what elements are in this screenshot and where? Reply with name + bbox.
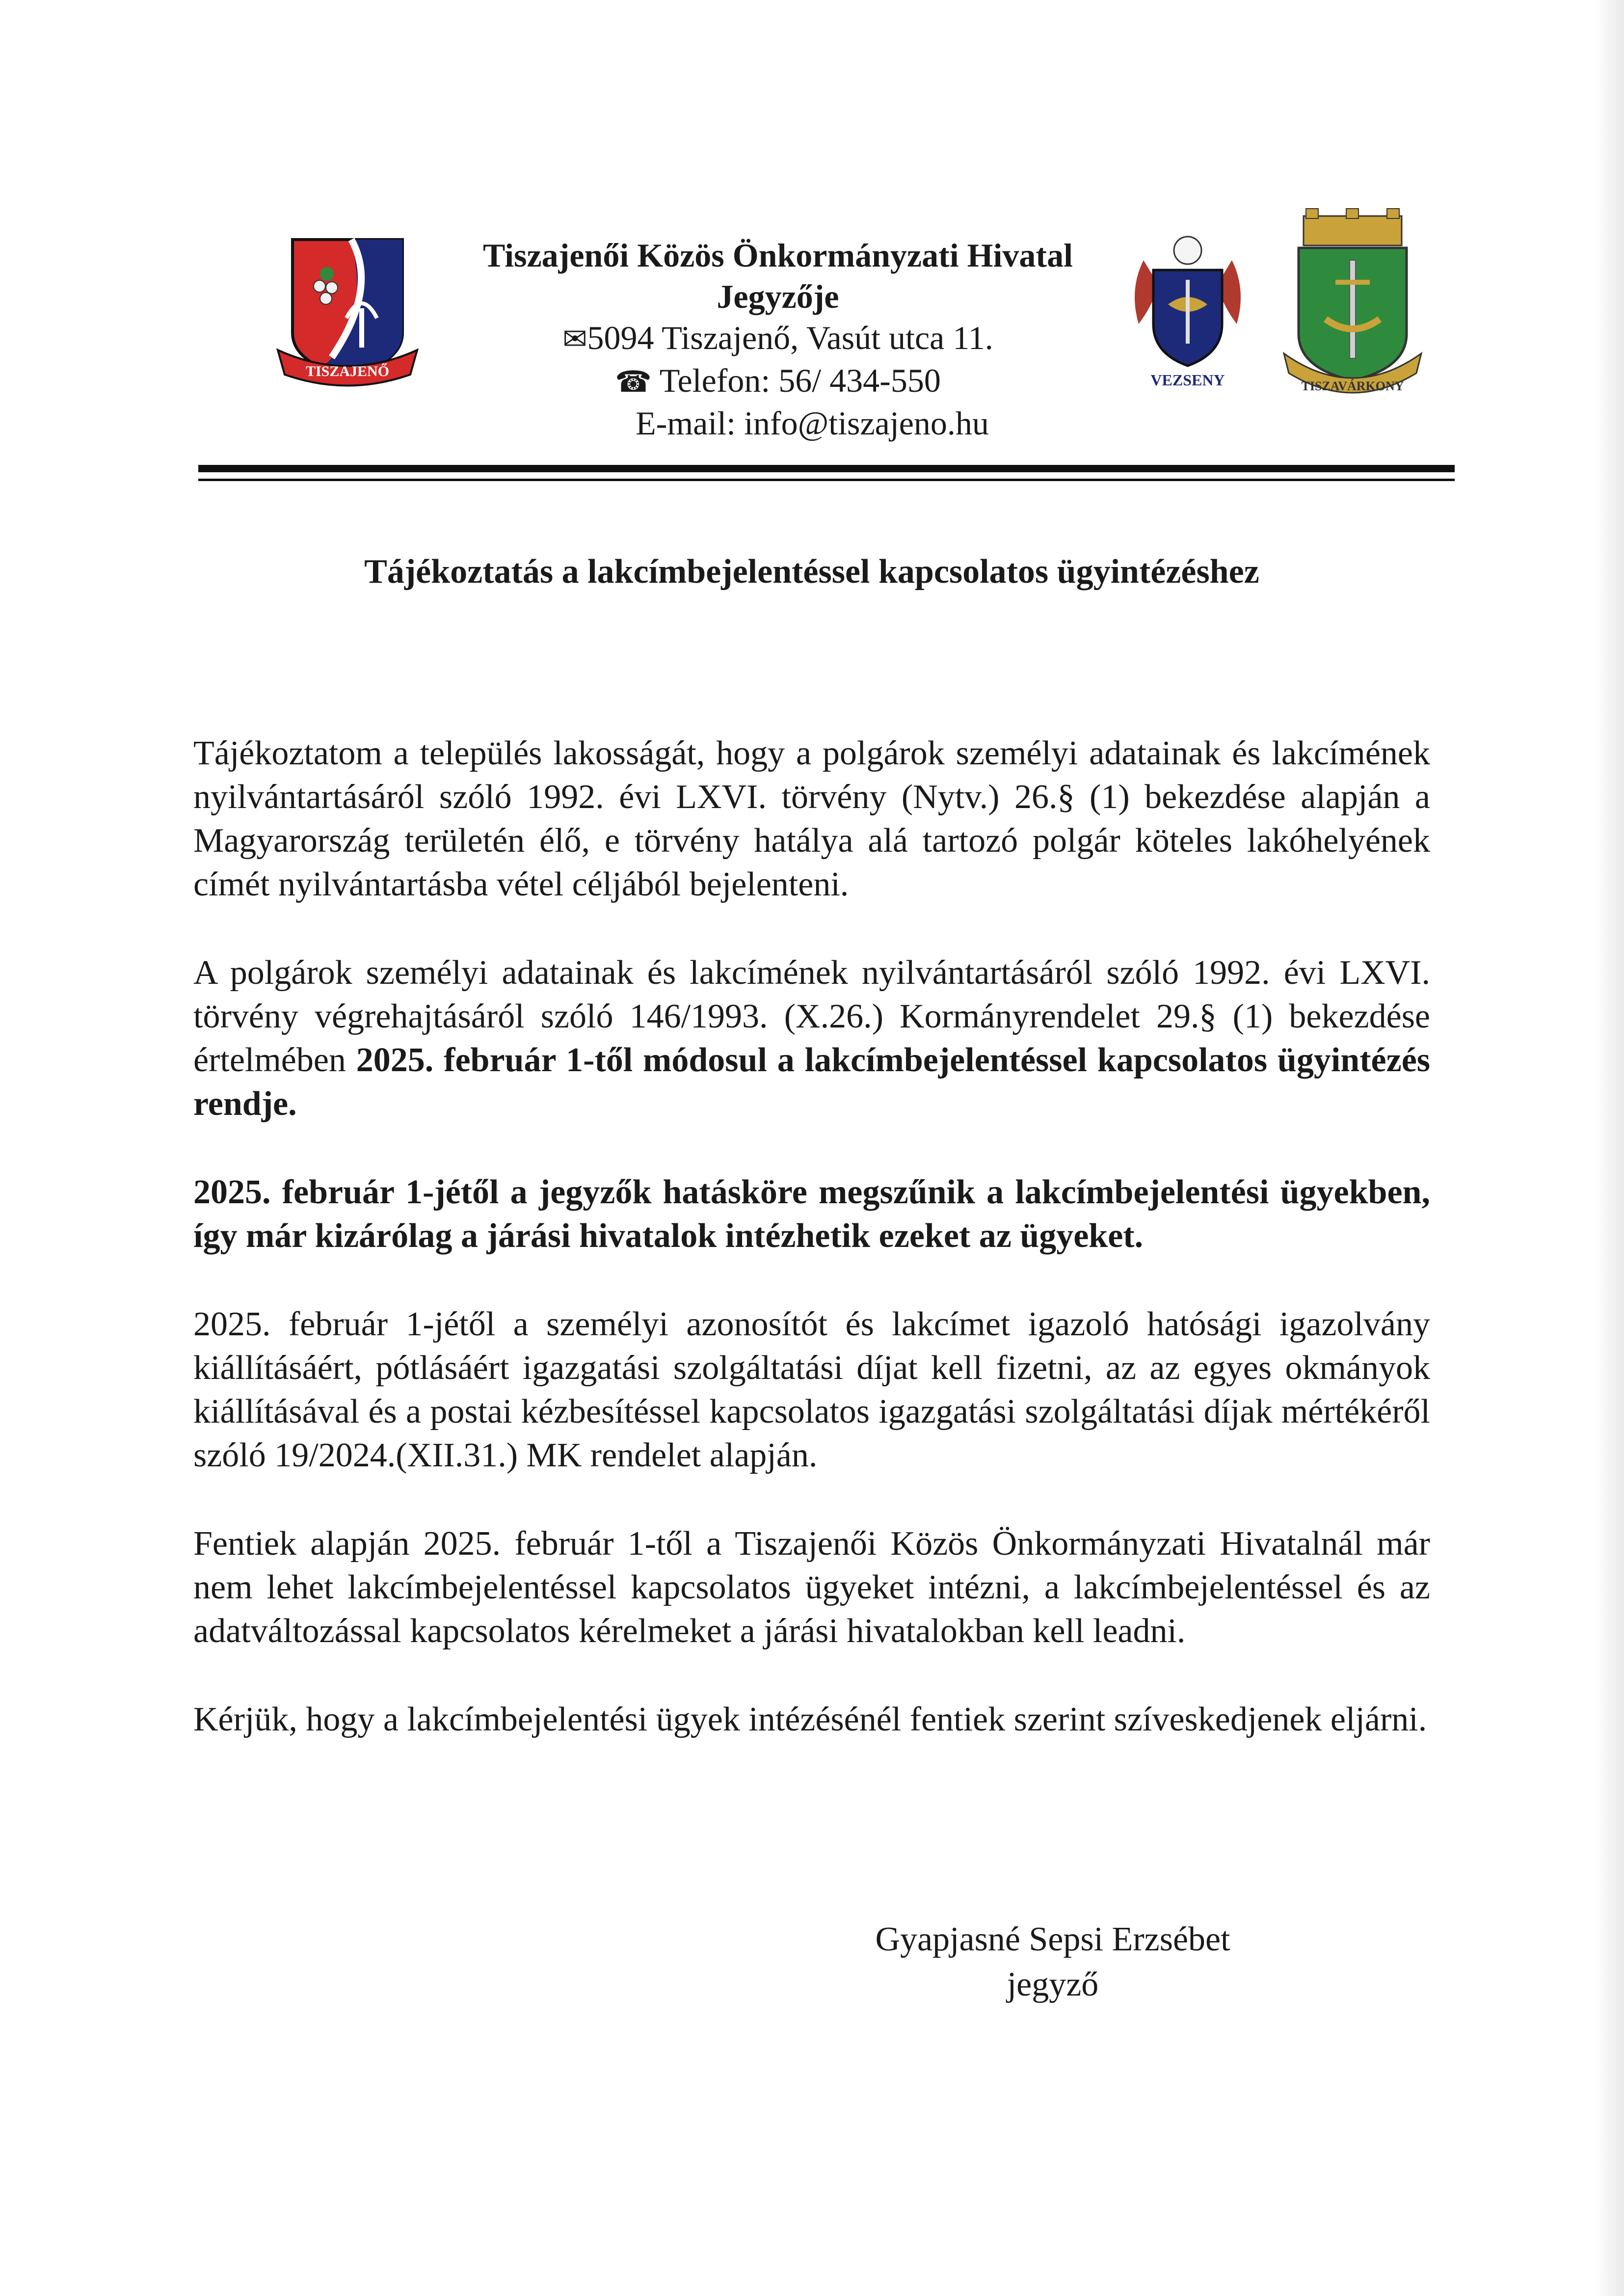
paragraph-4: 2025. február 1-jétől a személyi azonosítót és lakcímet igazoló hatósági igazolvány kiállításáért, pótlásáért igazgatási szolgáltatási díjat kell fizetni, az az egyes okmányok kiállításával és a postai kézbesítéssel kapcsolatos igazgatási szolgáltatási díjak mértékéről szóló 19/2024.(XII.31.) MK rendelet alapján. [193, 1305, 1430, 1474]
address-line [442, 317, 1114, 360]
office-name: Tiszajenői Közös Önkormányzati Hivatal [483, 237, 1073, 274]
paragraph-1: Tájékoztatom a település lakosságát, hogy a polgárok személyi adatainak és lakcímének nyilvántartásáról szóló 1992. évi LXVI. törvény (Nytv.) 26.§ (1) bekezdése alapján a Magyarország területén élő, e törvény hatálya alá tartozó polgár köteles lakóhelyének címét nyilvántartásba vétel céljából bejelenteni. [193, 734, 1430, 903]
paragraph-5: Fentiek alapján 2025. február 1-től a Tiszajenői Közös Önkormányzati Hivatalnál már nem lehet lakcímbejelentéssel kapcsolatos ügyeket intézni, a lakcímbejelentéssel és az adatváltozással kapcsolatos kérelmeket a járási hivatalokban kell leadni. [193, 1525, 1430, 1650]
tiszajeno-logo-text: TISZAJENŐ [305, 363, 390, 379]
document-title: Tájékoztatás a lakcímbejelentéssel kapcsolatos ügyintézéshez [364, 553, 1259, 591]
signatory-name: Gyapjasné Sepsi Erzsébet [875, 1920, 1230, 1958]
paragraph-3 [193, 1170, 1430, 1258]
document-body [193, 731, 1430, 1786]
phone: Telefon: 56/ 434-550 [659, 362, 941, 399]
vezseny-logo-text: VEZSENY [1150, 371, 1225, 389]
paragraph-3-bold: 2025. február 1-jétől a jegyzők hatásköre megszűnik a lakcímbejelentési ügyekben, így már kizárólag a járási hivatalok intézhetik ezeket az ügyeket. [193, 1173, 1430, 1255]
signature-block [805, 1917, 1301, 2007]
vezseny-coat-of-arms [1124, 231, 1251, 393]
header-rule-thin [198, 479, 1455, 481]
address: 5094 Tiszajenő, Vasút utca 11. [587, 319, 993, 356]
page-edge-shadow [1595, 0, 1624, 2296]
tiszavarkony-logo-text: TISZAVÁRKONY [1301, 379, 1404, 393]
envelope-icon: ✉ [562, 322, 587, 356]
paragraph-2-bold: 2025. február 1-től módosul a lakcímbejelentéssel kapcsolatos ügyintézés rendje. [193, 1041, 1431, 1123]
paragraph-2 [193, 951, 1430, 1126]
signatory-role: jegyző [1007, 1966, 1099, 2003]
paragraph-2-text: A polgárok személyi adatainak és lakcímének nyilvántartásáról szóló 1992. évi LXVI. törvény végrehajtásáról szóló 146/1993. (X.26.) Kormányrendelet 29.§ (1) bekezdése értelmében [193, 954, 1430, 1079]
email: E-mail: info@tiszajeno.hu [636, 405, 989, 442]
office-role: Jegyzője [717, 278, 839, 315]
phone-icon: ☎ [615, 365, 652, 399]
tiszajeno-coat-of-arms [273, 235, 422, 387]
tiszavarkony-coat-of-arms [1279, 206, 1426, 407]
phone-line [442, 360, 1114, 403]
letterhead [442, 235, 1114, 444]
paragraph-6: Kérjük, hogy a lakcímbejelentési ügyek intézésénél fentiek szerint szíveskedjenek eljárni. [193, 1701, 1427, 1738]
header-rule-thick [198, 465, 1455, 472]
